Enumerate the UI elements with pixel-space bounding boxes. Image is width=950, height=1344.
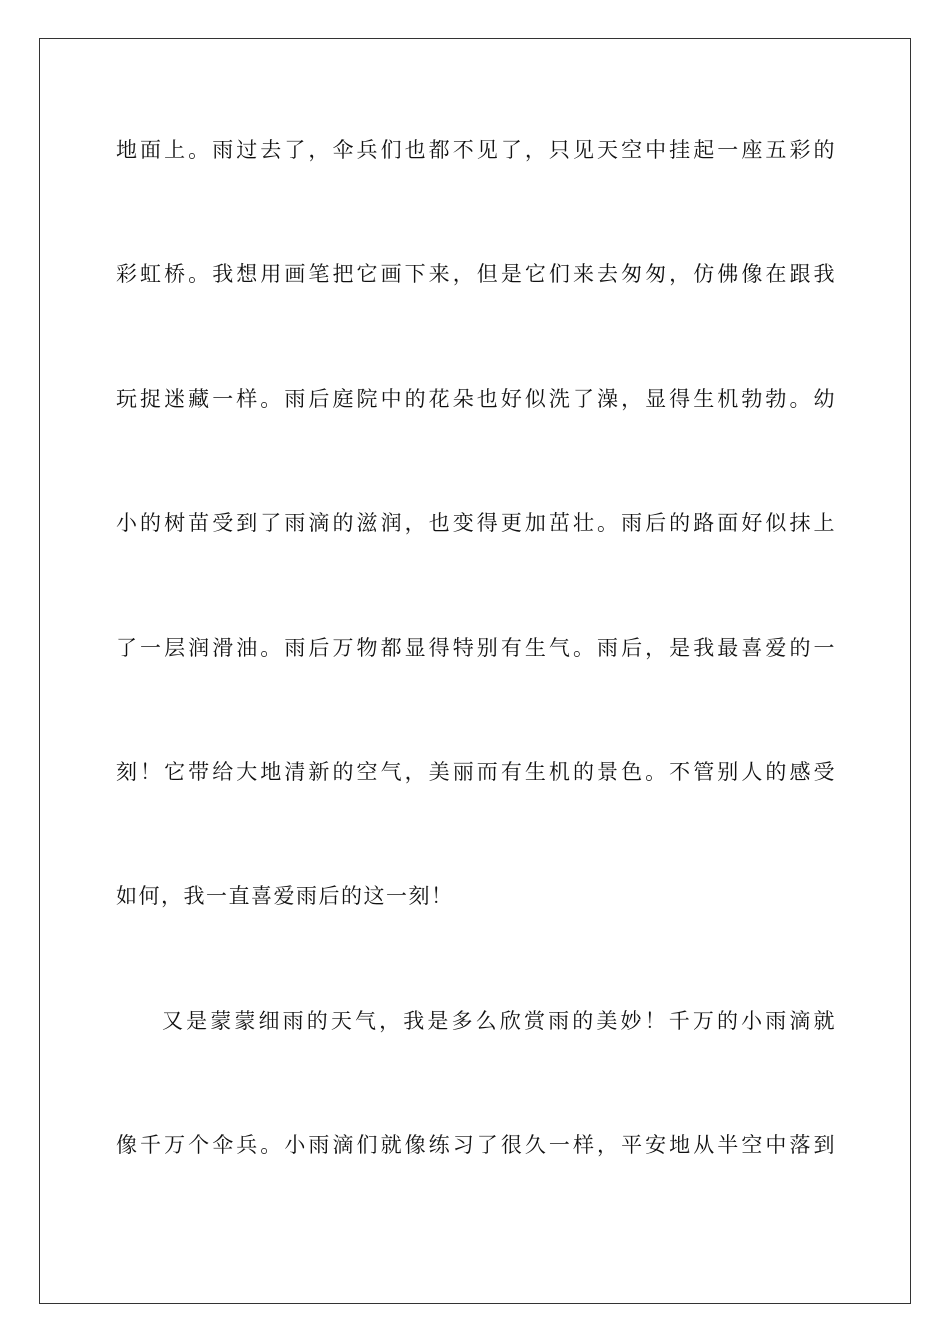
paragraph-line-last: 如何，我一直喜爱雨后的这一刻！: [116, 884, 454, 908]
page-border: [39, 38, 911, 1304]
paragraph-line: 刻！它带给大地清新的空气，美丽而有生机的景色。不管别人的感受: [116, 760, 836, 784]
paragraph-line: 地面上。雨过去了，伞兵们也都不见了，只见天空中挂起一座五彩的: [116, 138, 836, 162]
paragraph-line: 了一层润滑油。雨后万物都显得特别有生气。雨后，是我最喜爱的一: [116, 636, 836, 660]
paragraph-line-indented: 又是蒙蒙细雨的天气，我是多么欣赏雨的美妙！千万的小雨滴就: [162, 1009, 836, 1033]
paragraph-line: 玩捉迷藏一样。雨后庭院中的花朵也好似洗了澡，显得生机勃勃。幼: [116, 387, 836, 411]
paragraph-line: 小的树苗受到了雨滴的滋润，也变得更加茁壮。雨后的路面好似抹上: [116, 511, 836, 535]
paragraph-line: 像千万个伞兵。小雨滴们就像练习了很久一样，平安地从半空中落到: [116, 1133, 836, 1157]
paragraph-line: 彩虹桥。我想用画笔把它画下来，但是它们来去匆匆，仿佛像在跟我: [116, 262, 836, 286]
